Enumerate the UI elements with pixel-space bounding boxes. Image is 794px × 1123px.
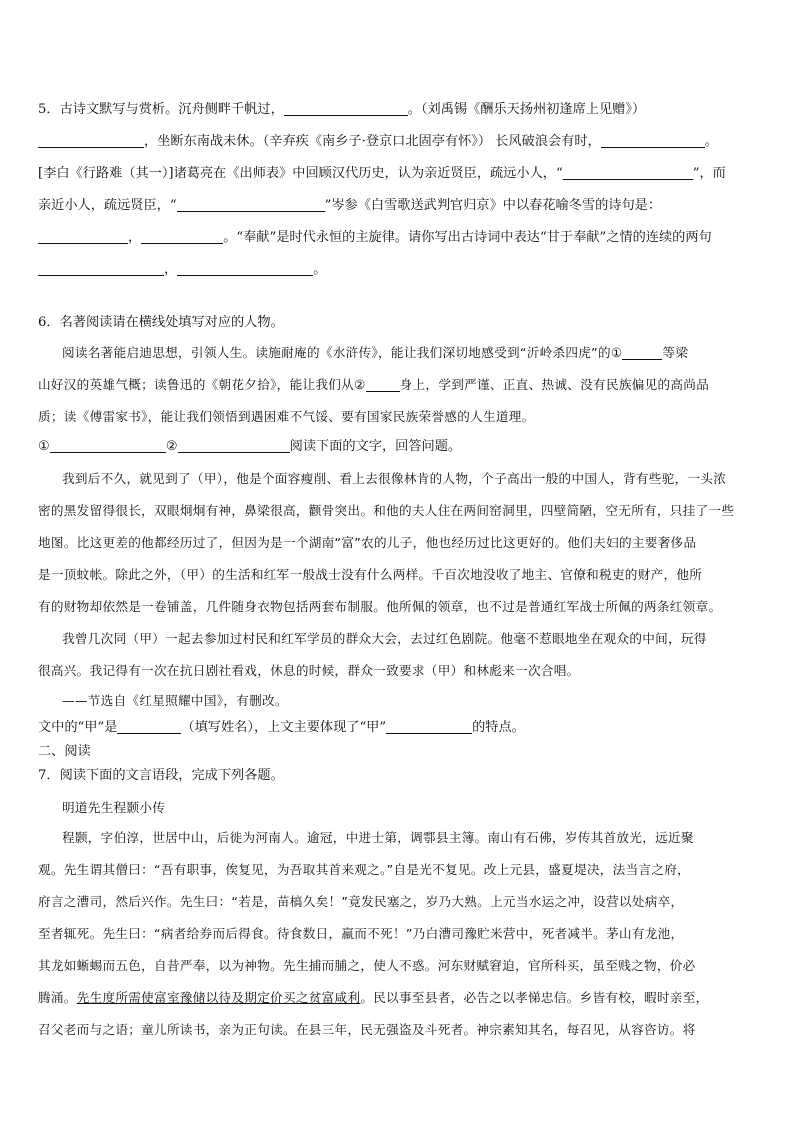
q5-line-2 bbox=[38, 133, 758, 151]
reading-line: 我到后不久，就见到了（甲），他是个面容瘦削、看上去很像林肯的人物，个子高出一般的中国人，背有些驼，一头浓 bbox=[62, 471, 727, 486]
reading-source: ——节选自《红星照耀中国》，有删改。 bbox=[62, 693, 288, 708]
q5-text: 。 bbox=[704, 134, 718, 149]
classical-line: 其龙如蜥蜴而五色，自昔严奉，以为神物。先生捕而脯之，使人不惑。河东财赋窘迫，官所科买，虽至贱之物，价必 bbox=[38, 958, 696, 973]
answer-blank[interactable] bbox=[178, 438, 290, 453]
q5-line-5 bbox=[38, 229, 758, 247]
q6-text: 身上，学到严谨、正直、热诚、没有民族偏见的高尚品 bbox=[399, 377, 710, 392]
q6-text: 山好汉的英雄气概；读鲁迅的《朝花夕拾》，能让我们从② bbox=[38, 377, 366, 392]
answer-blank[interactable] bbox=[141, 229, 223, 244]
q5-text: 5．古诗文默写与赏析。沉舟侧畔千帆过， bbox=[38, 102, 284, 117]
q6-text: （填写姓名），上文主要体现了“甲” bbox=[181, 720, 387, 735]
answer-blank[interactable] bbox=[284, 101, 408, 116]
answer-blank[interactable] bbox=[622, 345, 662, 360]
reading-line: 地图。比这更差的他都经历过了，但因为是一个湖南“富”农的儿子，他也经历过比这更好的。他们夫妇的主要奢侈品 bbox=[38, 535, 697, 550]
q6-text: 阅读下面的文字，回答问题。 bbox=[289, 439, 462, 454]
q6-para-line bbox=[38, 376, 758, 394]
q6-para-line: 质；读《傅雷家书》，能让我们领悟到遇困难不气馁、要有国家民族荣誉感的人生道理。 bbox=[38, 409, 535, 424]
answer-blank[interactable] bbox=[563, 165, 693, 180]
q6-text: 的特点。 bbox=[472, 720, 525, 735]
q5-text: ”岑参《白雪歌送武判官归京》中以春花喻冬雪的诗句是： bbox=[324, 198, 662, 213]
classical-line: 府言之漕司，然后兴作。先生曰：“若是，苗槁久矣！”竟发民塞之，岁乃大熟。上元当水运之冲，设营以处病卒， bbox=[38, 894, 684, 909]
q6-question-line bbox=[38, 719, 758, 737]
answer-blank[interactable] bbox=[601, 133, 705, 148]
answer-blank[interactable] bbox=[177, 261, 313, 276]
classical-line: 程颢，字伯淳，世居中山，后徙为河南人。逾冠，中进士第，调鄠县主簿。南山有石佛，岁传其首放光，远近聚 bbox=[62, 830, 694, 845]
reading-line: 我曾几次同（甲）一起去参加过村民和红军学员的群众大会，去过红色剧院。他毫不惹眼地坐在观众的中间，玩得 bbox=[62, 631, 707, 646]
reading-line: 很高兴。我记得有一次在抗日剧社看戏，休息的时候，群众一致要求（甲）和林彪来一次合唱。 bbox=[38, 663, 580, 678]
answer-blank[interactable] bbox=[177, 197, 325, 212]
q7-text: 。民以事至县者，必告之以孝悌忠信。乡皆有校，暇时亲至， bbox=[360, 990, 709, 1005]
q5-text: ， bbox=[164, 262, 178, 277]
q5-line-6 bbox=[38, 261, 758, 279]
q5-text: [李白《行路难（其一）]诸葛亮在《出师表》中回顾汉代历史，认为亲近贤臣，疏远小人，“ bbox=[38, 166, 563, 181]
q6-text: 阅读名著能启迪思想，引领人生。读施耐庵的《水浒传》，能让我们深切地感受到“沂岭杀四虎”的① bbox=[62, 345, 623, 360]
passage-title: 明道先生程颢小传 bbox=[62, 800, 166, 815]
answer-blank[interactable] bbox=[38, 261, 164, 276]
underlined-sentence: 先生度所需使富室豫储以待及期定价买之贫富咸利 bbox=[76, 990, 361, 1005]
q5-line-3 bbox=[38, 165, 758, 183]
q5-text: 。“奉献”是时代永恒的主旋律。请你写出古诗词中表达“甘于奉献”之情的连续的两句 bbox=[223, 230, 712, 245]
reading-line: 有的财物却依然是一卷铺盖，几件随身衣物包括两套布制服。他所佩的领章，也不过是普通红军战士所佩的两条红领章。 bbox=[38, 599, 722, 614]
q6-text: ② bbox=[165, 439, 178, 454]
q6-fill-line bbox=[38, 438, 758, 456]
classical-line: 至者辄死。先生曰：“病者给券而后得食。待食数日，羸而不死！”乃白漕司豫贮米营中，死者减半。茅山有龙池， bbox=[38, 926, 684, 941]
q7-text: 腾涌。 bbox=[38, 990, 77, 1005]
reading-line: 密的黑发留得很长，双眼炯炯有神，鼻梁很高，颧骨突出。和他的夫人住在两间窑洞里，四壁简陋，空无所有，只挂了一些 bbox=[38, 503, 735, 518]
answer-blank[interactable] bbox=[386, 719, 472, 734]
classical-line: 观。先生谓其僧曰：“吾有职事，俟复见，为吾取其首来观之。”自是光不复见。改上元县，盛夏堤决，法当言之府， bbox=[38, 862, 691, 877]
q6-text: 文中的“甲”是 bbox=[38, 720, 118, 735]
answer-blank[interactable] bbox=[50, 438, 166, 453]
q5-line-1 bbox=[38, 101, 758, 119]
reading-line: 是一顶蚊帐。除此之外，（甲）的生活和红军一般战士没有什么两样。千百次地没收了地主、官僚和税吏的财产，他所 bbox=[38, 567, 703, 582]
q5-text: ”，而 bbox=[692, 166, 726, 181]
q5-text: ， bbox=[128, 230, 142, 245]
q5-text: 亲近小人，疏远贤臣，“ bbox=[38, 198, 177, 213]
classical-line: 召父老而与之语；童儿所读书，亲为正句读。在县三年，民无强盗及斗死者。神宗素知其名，每召见，从容咨访。将 bbox=[38, 1022, 696, 1037]
section-heading: 二、阅读 bbox=[38, 744, 91, 759]
q6-heading: 6．名著阅读请在横线处填写对应的人物。 bbox=[38, 315, 284, 330]
q6-text: 等梁 bbox=[662, 345, 689, 360]
q5-text: 。（刘禹锡《酬乐天扬州初逢席上见赠》） bbox=[407, 102, 646, 117]
q5-text: ，坐断东南战未休。（辛弃疾《南乡子·登京口北固亭有怀》） 长风破浪会有时， bbox=[144, 134, 601, 149]
answer-blank[interactable] bbox=[38, 133, 144, 148]
answer-blank[interactable] bbox=[38, 229, 128, 244]
answer-blank[interactable] bbox=[117, 719, 181, 734]
q5-line-4 bbox=[38, 197, 758, 215]
q6-text: ① bbox=[38, 439, 50, 454]
q6-para-line bbox=[62, 344, 758, 362]
q7-heading: 7．阅读下面的文言语段，完成下列各题。 bbox=[38, 768, 284, 783]
answer-blank[interactable] bbox=[366, 377, 400, 392]
classical-line bbox=[38, 989, 758, 1007]
q5-text: 。 bbox=[313, 262, 327, 277]
